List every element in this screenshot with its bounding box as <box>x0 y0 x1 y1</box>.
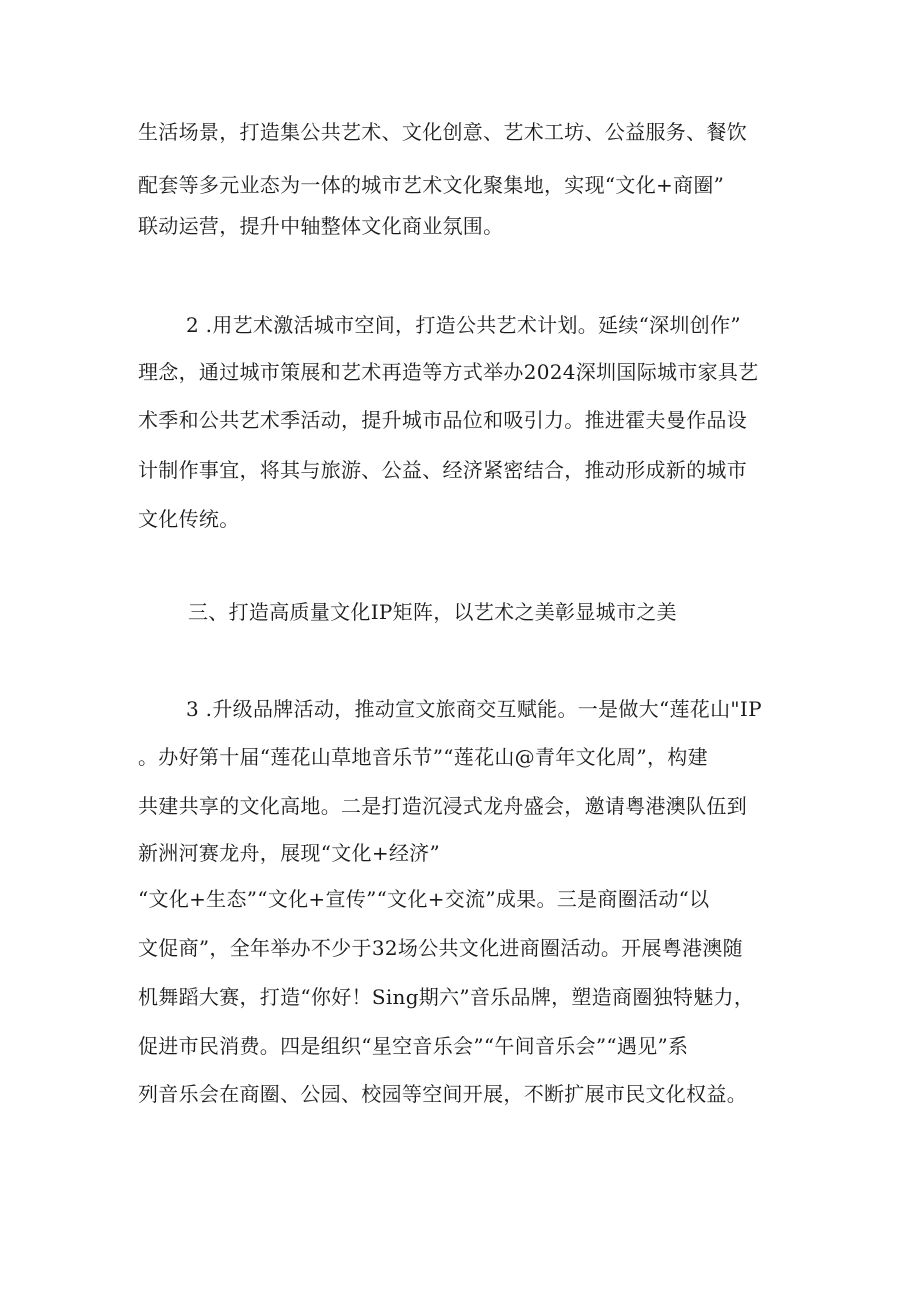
section-heading: 三、打造高质量文化IP矩阵，以艺术之美彰显城市之美 <box>188 600 677 624</box>
paragraph-3-line-3: 共建共享的文化高地。二是打造沉浸式龙舟盛会，邀请粤港澳队伍到 <box>138 794 747 818</box>
paragraph-1-line-3: 联动运营，提升中轴整体文化商业氛围。 <box>138 214 504 238</box>
paragraph-3-line-9: 列音乐会在商圈、公园、校园等空间开展，不断扩展市民文化权益。 <box>138 1082 747 1106</box>
paragraph-2-line-4: 计制作事宜，将其与旅游、公益、经济紧密结合，推动形成新的城市 <box>138 458 747 482</box>
paragraph-1-line-1: 生活场景，打造集公共艺术、文化创意、艺术工坊、公益服务、餐饮 <box>138 120 747 144</box>
paragraph-2-line-5: 文化传统。 <box>138 507 240 531</box>
paragraph-3-line-7: 机舞蹈大赛，打造“你好！Sing期六”音乐品牌，塑造商圈独特魅力， <box>138 985 755 1009</box>
paragraph-3-line-2: 。办好第十届“莲花山草地音乐节”“莲花山@青年文化周”，构建 <box>138 745 708 769</box>
paragraph-1-line-2: 配套等多元业态为一体的城市艺术文化聚集地，实现“文化+商圈” <box>138 173 725 197</box>
paragraph-2-line-1: 2 .用艺术激活城市空间，打造公共艺术计划。延续“深圳创作” <box>186 313 741 337</box>
paragraph-3-line-4: 新洲河赛龙舟，展现“文化+经济” <box>138 841 441 865</box>
paragraph-2-line-3: 术季和公共艺术季活动，提升城市品位和吸引力。推进霍夫曼作品设 <box>138 408 747 432</box>
paragraph-3-line-5: “文化+生态”“文化+宣传”“文化+交流”成果。三是商圈活动“以 <box>138 887 710 911</box>
paragraph-3-line-1: 3 .升级品牌活动，推动宣文旅商交互赋能。一是做大“莲花山"IP <box>186 697 762 721</box>
paragraph-3-line-6: 文促商”，全年举办不少于32场公共文化进商圈活动。开展粤港澳随 <box>138 936 743 960</box>
paragraph-3-line-8: 促进市民消费。四是组织“星空音乐会”“午间音乐会”“遇见”系 <box>138 1034 689 1058</box>
paragraph-2-line-2: 理念，通过城市策展和艺术再造等方式举办2024深圳国际城市家具艺 <box>138 360 759 384</box>
